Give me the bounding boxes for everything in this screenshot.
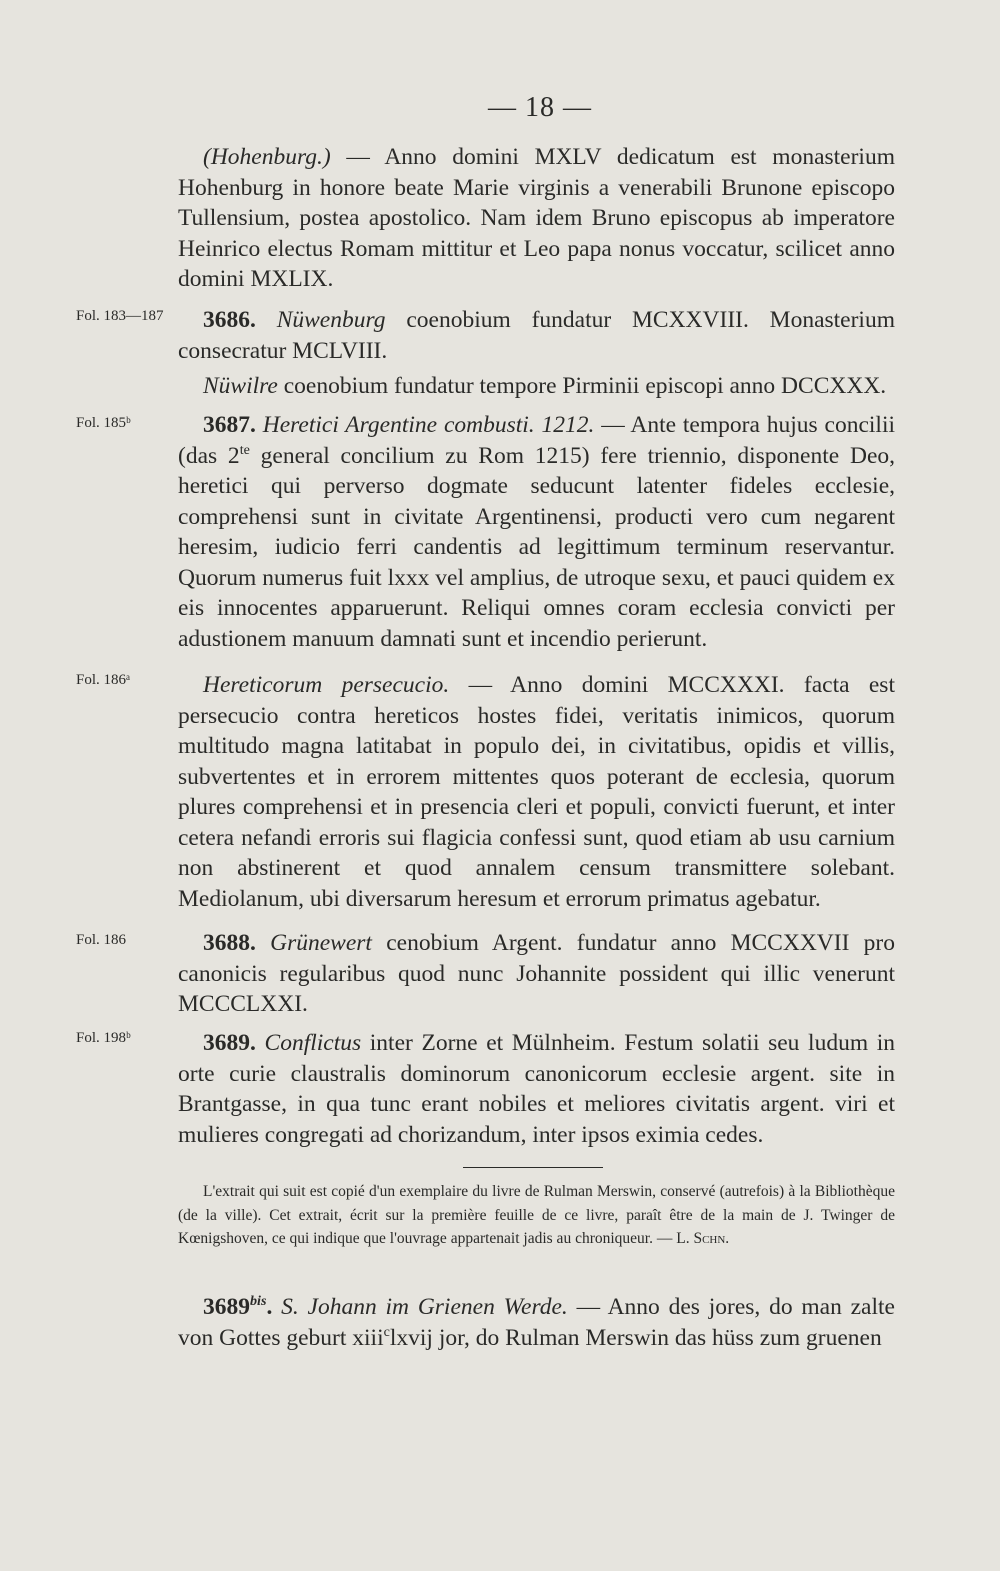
paragraph-nuwilre — [178, 371, 895, 402]
paragraph-hohenburg — [178, 142, 895, 295]
entry-number: 3686. — [203, 307, 256, 333]
paragraph-title: Hereticorum persecucio. — [203, 672, 450, 698]
entry-3687 — [178, 410, 895, 654]
paragraph-text: — Anno domini MXLV dedicatum est monasterium Hohenburg in honore beate Marie virginis a venerabili Brunone episcopo Tullensium, postea apostolico. Nam idem Bruno episcopus ab imperatore Heinrico electus Romam mittitur et Leo papa nonus voccatur, scilicet anno domini MXLIX. — [178, 144, 895, 292]
paragraph-title: (Hohenburg.) — [203, 144, 331, 170]
entry-text: inter Zorne et Mülnheim. Festum solatii seu ludum in orte curie claustralis dominorum canonicorum ecclesie argent. site in Brantgasse, in qua tunc erant nobiles et meliores civitatis argent. viri et mulieres congregati ad chorizandum, inter ipsos eximia cedes. — [178, 1030, 896, 1148]
footnote — [178, 1180, 895, 1251]
entry-title: Heretici Argentine combusti. 1212. — [262, 412, 595, 438]
entry-3686 — [178, 305, 895, 366]
entry-3689 — [178, 1028, 895, 1150]
margin-note-fol-186: Fol. 186 — [76, 932, 127, 948]
entry-text: coenobium fundatur MCXXVIII. Monasterium consecratur MCLVIII. — [178, 307, 895, 364]
entry-number: 3688. — [203, 930, 256, 956]
entry-number: 3689. — [203, 1030, 256, 1056]
entry-title: Grünewert — [270, 930, 372, 956]
entry-3688 — [178, 928, 895, 1020]
superscript: te — [239, 441, 250, 458]
footnote-text: L'extrait qui suit est copié d'un exemplaire du livre de Rulman Merswin, conservé (autrefois) à la Bibliothèque (de la ville). Cet extrait, écrit sur la première feuille de ce livre, paraît être de la main de J. Twinger de Kœnigshoven, ce qui indique que l'ouvrage appartenait jadis au chroniqueur. — — [178, 1183, 895, 1247]
paragraph-hereticorum — [178, 670, 895, 914]
entry-text: cenobium Argent. fundatur anno MCCXXVII pro canonicis regularibus quod nunc Johannite possident qui illic venerunt MCCCLXXI. — [178, 930, 895, 1017]
margin-note-fol-185b: Fol. 185ᵇ — [76, 415, 131, 431]
superscript: c — [383, 1323, 390, 1340]
margin-note-fol-183-187: Fol. 183—187 — [76, 308, 164, 324]
footnote-author: L. Schn. — [676, 1230, 730, 1247]
paragraph-text: coenobium fundatur tempore Pirminii episcopi anno DCCXXX. — [277, 373, 887, 399]
entry-text-after: general concilium zu Rom 1215) fere triennio, disponente Deo, heretici qui perverso dogmate seducunt latenter fideles ecclesie, comprehensi sunt in civitate Argentinensi, producti vero cum negarent heresim, iudicio ferri candentis ad legittimum terminum reservantur. Quorum numerus fuit lxxx vel amplius, de utroque sexu, et pauci quidem ex eis innocentes apparuerunt. Reliqui omnes coram ecclesia convicti per adustionem manuum damnati sunt et incendio perierunt. — [178, 442, 896, 652]
margin-note-fol-186a: Fol. 186ᵃ — [76, 672, 131, 688]
entry-title: Conflictus — [264, 1030, 362, 1056]
entry-title: Nüwenburg — [276, 307, 386, 333]
page-number: — 18 — — [488, 92, 592, 123]
margin-note-fol-198b: Fol. 198ᵇ — [76, 1030, 131, 1046]
entry-text-after: lxvij jor, do Rulman Merswin das hüss zum gruenen — [389, 1324, 882, 1351]
entry-number: 3687. — [203, 412, 256, 438]
entry-3689-bis — [178, 1292, 895, 1353]
paragraph-title: Nüwilre — [203, 373, 278, 399]
entry-number-dot: . — [266, 1294, 273, 1320]
entry-text-before: — Anno des jores, do man zalte von Gottes geburt xiii — [178, 1294, 895, 1351]
entry-number-superscript: bis — [250, 1293, 267, 1310]
entry-number: 3689 — [203, 1294, 250, 1320]
separator-rule — [463, 1167, 603, 1168]
entry-title: S. Johann im Grienen Werde. — [281, 1294, 568, 1320]
entry-text-before: — Ante tempora hujus concilii (das 2 — [178, 412, 895, 469]
paragraph-text: — Anno domini MCCXXXI. facta est persecucio contra hereticos hostes fidei, veritatis inimicos, quorum multitudo magna latitabat in populo dei, in civitatibus, opidis et villis, subvertentes et in errorem mittentes quos poterant de ecclesia, quorum plures comprehensi et in presencia cleri et populi, convicti fuerunt, et inter cetera nefandi erroris sui flagicia confessi sunt, quod etiam ab usu carnium non abstinerent et quod annalem censum transmittere solebant. Mediolanum, ubi diversarum heresum et errorum primatus agebatur. — [178, 672, 895, 912]
